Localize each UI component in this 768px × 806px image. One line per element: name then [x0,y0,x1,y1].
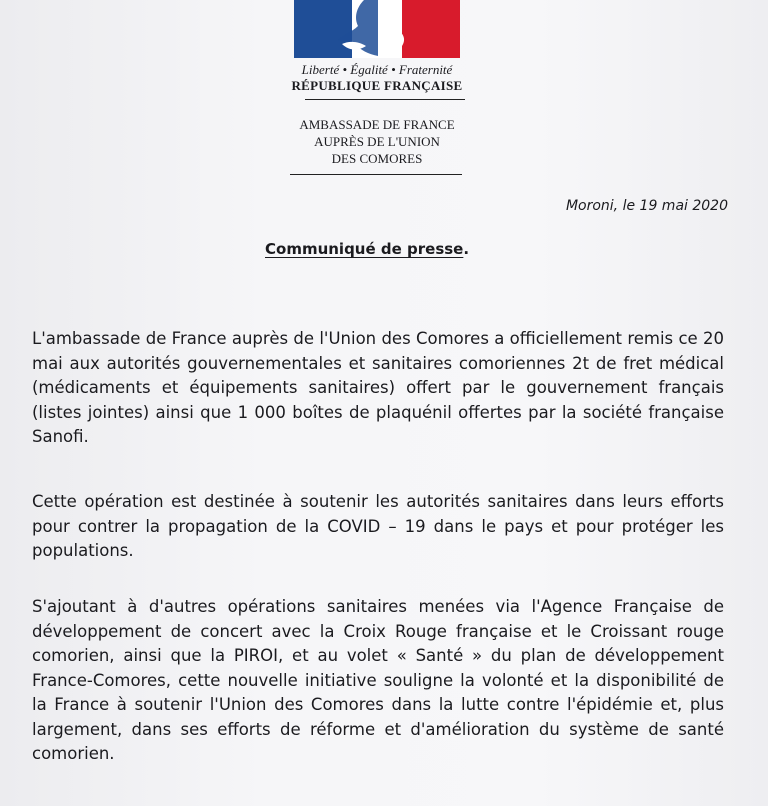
republic-name: RÉPUBLIQUE FRANÇAISE [291,78,463,93]
header-divider [305,99,465,100]
embassy-line: AMBASSADE DE FRANCE [299,117,455,132]
embassy-name [270,116,484,167]
republic-motto: Liberté • Égalité • Fraternité [301,62,453,77]
embassy-divider [290,174,462,175]
embassy-line: DES COMORES [331,151,423,166]
marianne-logo [294,0,460,58]
paragraph: L'ambassade de France auprès de l'Union des Comores a officiellement remis ce 20 mai aux autorités gouvernementales et sanitaires comoriennes 2t de fret médical (médicaments et équipements sanitaires) offert par le gouvernement français (listes jointes) ainsi que 1 000 boîtes de plaquénil offertes par la société française Sanofi. [32,329,724,446]
document-title-text: Communiqué de presse [265,240,464,258]
paragraph: Cette opération est destinée à soutenir les autorités sanitaires dans leurs efforts pour contrer la propagation de la COVID – 19 dans le pays et pour protéger les populations. [32,492,724,560]
paragraph: S'ajoutant à d'autres opérations sanitaires menées via l'Agence Française de développement de concert avec la Croix Rouge française et le Croissant rouge comorien, ainsi que la PIROI, et au volet « Santé » du plan de développement France-Comores, cette nouvelle initiative souligne la volonté et la disponibilité de la France à soutenir l'Union des Comores dans la lutte contre l'épidémie et, plus largement, dans ses efforts de réforme et d'amélioration du système de santé comorien. [32,597,724,763]
embassy-line: AUPRÈS DE L'UNION [314,134,440,149]
document-date: Moroni, le 19 mai 2020 [565,198,728,214]
document-title [265,240,469,258]
document-title-suffix: . [463,240,470,258]
